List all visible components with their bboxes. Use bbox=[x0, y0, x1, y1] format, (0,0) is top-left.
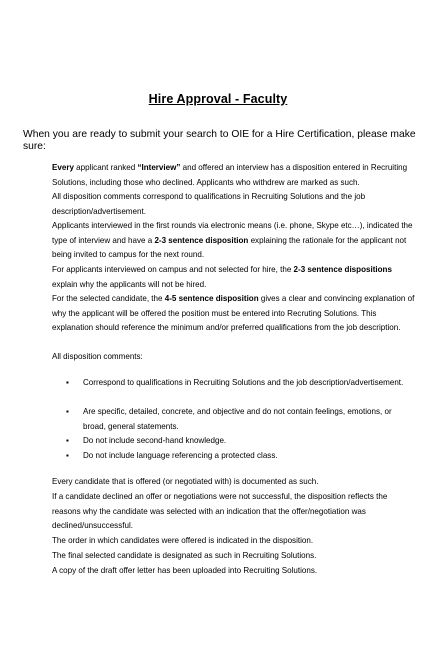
checklist-item bbox=[36, 263, 416, 292]
checklist-item bbox=[36, 161, 416, 190]
bullet-icon: ▪ bbox=[66, 451, 69, 460]
bold-text: 4-5 sentence disposition bbox=[164, 294, 259, 303]
sub-bullet-text: Do not include second-hand knowledge. bbox=[83, 436, 227, 445]
text-segment: Applicants interviewed in the first rounds via electronic means (i.e. phone, Skype etc…), indicated the type of interview and have a bbox=[52, 221, 413, 245]
bold-text: “Interview” bbox=[137, 163, 181, 172]
bold-text: 2-3 sentence disposition bbox=[154, 235, 249, 245]
checklist-item-text bbox=[52, 161, 416, 190]
sub-bullet-item bbox=[66, 405, 416, 434]
text-segment: For the selected candidate, the bbox=[52, 294, 165, 303]
checklist-item-text: A copy of the draft offer letter has been uploaded into Recruiting Solutions. bbox=[52, 566, 318, 575]
sub-bullet-item bbox=[66, 376, 416, 391]
checklist-item bbox=[36, 549, 416, 564]
checklist-item-text bbox=[52, 350, 416, 365]
checklist-item bbox=[36, 490, 416, 534]
text-segment: explaining the rationale for the applicant not being invited to campus for the next round. bbox=[52, 235, 407, 260]
bullet-icon: ▪ bbox=[66, 407, 69, 416]
text-segment: gives a clear and convincing explanation of why the applicant will be offered the position must be entered into Recruting Solutions. This explanation should reference the minimum and/or preferred qualifications from the job description. bbox=[52, 294, 415, 333]
text-segment: applicant ranked bbox=[73, 163, 138, 172]
sub-bullet-text: Do not include language referencing a protected class. bbox=[83, 451, 278, 460]
checklist-item-text bbox=[52, 263, 416, 292]
text-segment: For applicants interviewed on campus and not selected for hire, the bbox=[52, 265, 294, 274]
sub-bullet-item bbox=[66, 434, 416, 449]
checklist-item bbox=[36, 475, 416, 490]
checklist-item bbox=[36, 564, 416, 579]
bold-text: Every bbox=[52, 163, 74, 172]
checklist-item-text: The order in which candidates were offered is indicated in the disposition. bbox=[52, 536, 314, 545]
sub-bullet-text: Correspond to qualifications in Recruiting Solutions and the job description/advertisement. bbox=[83, 378, 404, 387]
bullet-icon: ▪ bbox=[66, 436, 69, 445]
bold-text: 2-3 sentence dispositions bbox=[293, 265, 392, 274]
text-segment: explain why the applicants will not be hired. bbox=[52, 279, 207, 289]
checklist-item-text: The final selected candidate is designated as such in Recruiting Solutions. bbox=[52, 551, 317, 560]
checklist-item-text bbox=[52, 219, 416, 263]
page-title: Hire Approval - Faculty bbox=[148, 92, 288, 106]
sub-bullet-text: Are specific, detailed, concrete, and objective and do not contain feelings, emotions, or broad, general statements. bbox=[83, 407, 392, 431]
checklist-item bbox=[36, 190, 416, 219]
checklist-item bbox=[36, 350, 416, 365]
bullet-icon: ▪ bbox=[66, 378, 69, 387]
sub-bullet-item bbox=[66, 449, 416, 464]
text-segment: All disposition comments: bbox=[52, 352, 143, 361]
checklist-item-text: If a candidate declined an offer or negotiations were not successful, the disposition reflects the reasons why the candidate was selected with an indication that the offer/negotiation was declined/unsuccessful. bbox=[52, 492, 388, 531]
text-segment: and offered an interview has a disposition entered in Recruiting Solutions, including those who declined. Applicants who withdrew are marked as such. bbox=[52, 163, 408, 187]
intro-paragraph: When you are ready to submit your search to OIE for a Hire Certification, please make sure: bbox=[23, 129, 416, 152]
checklist-item-text: Every candidate that is offered (or negotiated with) is documented as such. bbox=[52, 477, 319, 486]
checklist-item bbox=[36, 219, 416, 263]
text-segment: All disposition comments correspond to qualifications in Recruiting Solutions and the job description/advertisement. bbox=[52, 192, 366, 216]
checklist-item bbox=[36, 292, 416, 336]
checklist-item-text bbox=[52, 190, 416, 219]
checklist-item bbox=[36, 534, 416, 549]
checklist-item-text bbox=[52, 292, 416, 336]
